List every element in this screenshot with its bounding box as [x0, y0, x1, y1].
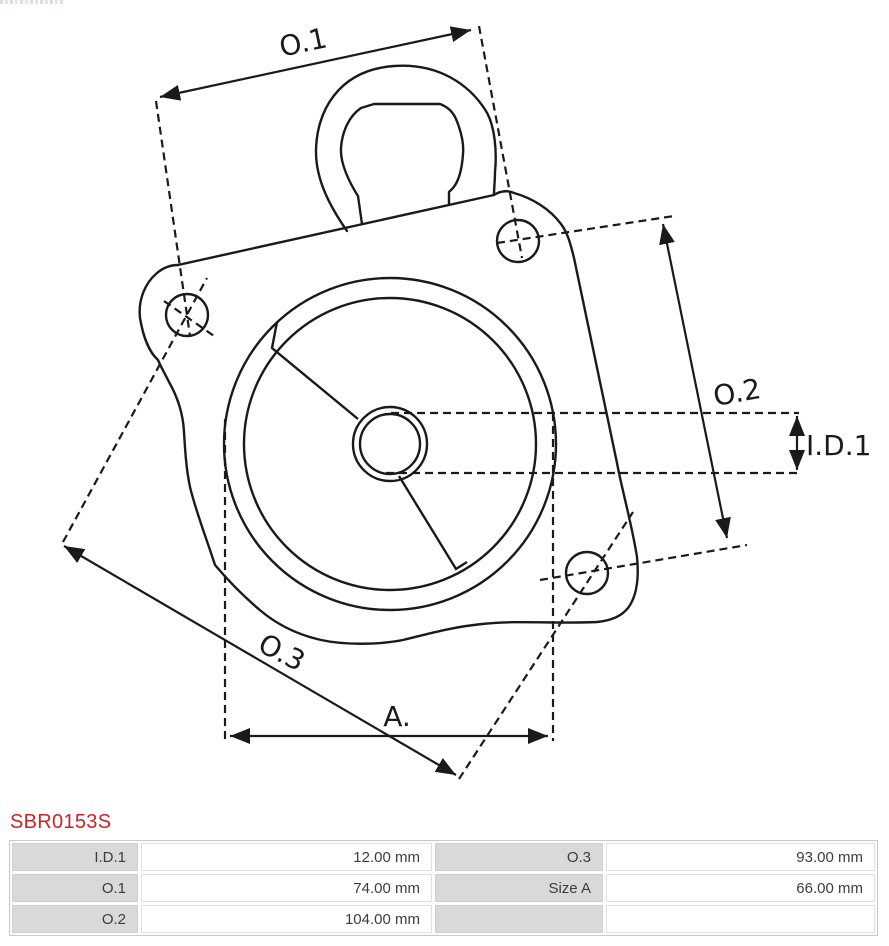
spec-value: 12.00 mm — [141, 843, 432, 871]
dim-label-o2: O.2 — [710, 372, 764, 413]
gasket-outline — [140, 66, 638, 644]
spec-label-empty — [435, 905, 603, 933]
spec-label: O.2 — [12, 905, 138, 933]
hub-outer-circle — [353, 407, 427, 481]
spec-label: Size A — [435, 874, 603, 902]
spec-label: O.3 — [435, 843, 603, 871]
ext-o2-bottom — [540, 545, 747, 580]
part-number: SBR0153S — [10, 811, 112, 833]
extension-lines — [63, 26, 799, 779]
hub-inner-circle — [360, 414, 420, 474]
spec-value-empty — [606, 905, 875, 933]
spec-label: I.D.1 — [12, 843, 138, 871]
spec-label: O.1 — [12, 874, 138, 902]
loop-outer-path — [316, 66, 496, 231]
outer-circle — [224, 278, 556, 610]
spec-value: 74.00 mm — [141, 874, 432, 902]
wedge-lower-line — [399, 476, 467, 569]
dim-o3-arrow — [64, 546, 456, 775]
spec-table — [9, 840, 878, 936]
ext-o1-right — [479, 26, 522, 258]
dim-label-id1: I.D.1 — [806, 429, 872, 462]
ext-o3-upper — [63, 278, 207, 542]
wedge-upper-line — [272, 322, 358, 419]
spec-value: 93.00 mm — [606, 843, 875, 871]
dim-label-a: A. — [383, 700, 411, 733]
inner-circle — [244, 298, 536, 590]
gasket-body-path — [140, 191, 638, 643]
dimension-lines — [64, 30, 797, 775]
flange-circles — [224, 278, 556, 610]
dim-label-o3: O.3 — [253, 626, 311, 678]
mounting-hole-left — [166, 294, 208, 336]
spec-value: 104.00 mm — [141, 905, 432, 933]
ext-o3-lower — [459, 512, 633, 779]
dim-label-o1: O.1 — [276, 21, 330, 64]
spec-value: 66.00 mm — [606, 874, 875, 902]
